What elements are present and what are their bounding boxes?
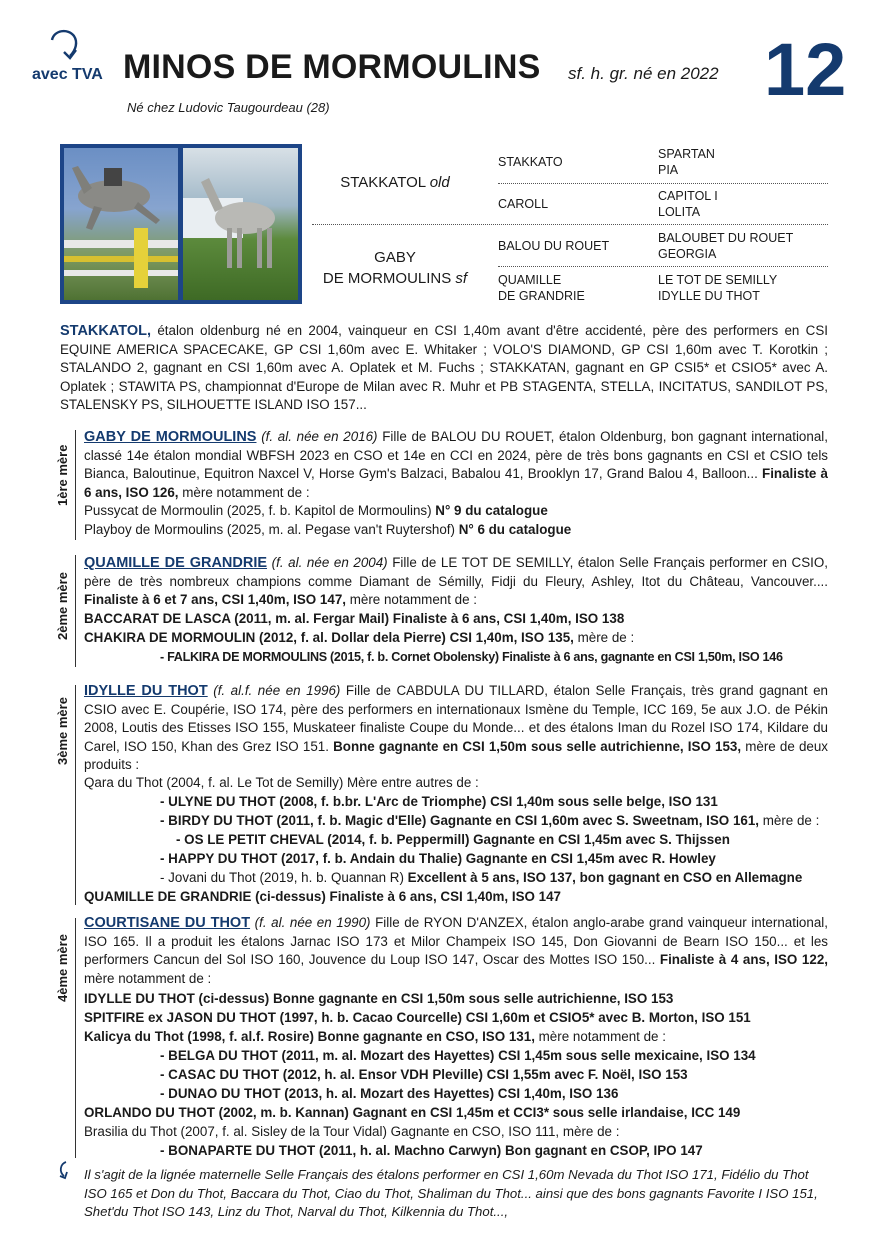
gen-bar: [75, 555, 76, 667]
mother3-produce-4: - OS LE PETIT CHEVAL (2014, f. b. Peppermill) Gagnante en CSI 1,45m avec S. Thijssen: [176, 832, 730, 847]
breeder-line: Né chez Ludovic Taugourdeau (28): [127, 100, 330, 115]
pedigree-ds: BALOU DU ROUET: [498, 239, 610, 253]
mother4-produce-6: - DUNAO DU THOT (2013, h. al. Mozart des Hayettes) CSI 1,40m, ISO 136: [160, 1086, 619, 1101]
lot-number: 12: [764, 28, 847, 111]
mother2-text: QUAMILLE DE GRANDRIE (f. al. née en 2004) Fille de LE TOT DE SEMILLY, étalon Selle Français performer en CSIO, père de très nombreux champions comme Diamant de Sémilly, Fidji du Fleury, Ashley, Itot du Château, Vancouver.... Finaliste à 6 et 7 ans, CSI 1,40m, ISO 147, mère notamment de :: [84, 555, 828, 607]
mother4-text: COURTISANE DU THOT (f. al. née en 1990) Fille de RYON D'ANZEX, étalon anglo-arabe grand vainqueur international, ISO 165. Il a produit les étalons Jarnac ISO 173 et Milor Champeix ISO 145, Don Giovanni de Bearn ISO 150... et les performers Cancun del Sol ISO 160, Jouvence du Loup ISO 147, Oscar des Mottes ISO 150... Finaliste à 4 ans, ISO 122, mère notamment de :: [84, 915, 828, 986]
mother4-produce-7: ORLANDO DU THOT (2002, m. b. Kannan) Gagnant en CSI 1,45m et CCI3* sous selle irlandaise, ICC 149: [84, 1105, 741, 1120]
pedigree-dds-ddd: LE TOT DE SEMILLY IDYLLE DU THOT: [658, 273, 778, 303]
pedigree-divider: [498, 266, 828, 267]
pedigree-divider: [498, 183, 828, 184]
mother2-produce-1: BACCARAT DE LASCA (2011, m. al. Fergar Mail) Finaliste à 6 ans, CSI 1,40m, ISO 138: [84, 611, 625, 626]
pedigree-ss: STAKKATO: [498, 155, 563, 169]
pedigree-divider: [312, 224, 828, 225]
pedigree-sd: CAROLL: [498, 197, 549, 211]
footer-note: Il s'agit de la lignée maternelle Selle Français des étalons performer en CSI 1,60m Nevada du Thot ISO 171, Fidélio du Thot ISO 165 et Don du Thot, Baccara du Thot, Ciao du Thot, Shaliman du Thot... ainsi que des bons gagnants Favorite I ISO 151, Shet'du Thot ISO 143, Linz du Thot, Narval du Thot, Kilkennia du Thot...,: [84, 1167, 818, 1219]
gen-label-4: 4ème mère: [55, 934, 70, 1002]
mother3-produce-3: - BIRDY DU THOT (2011, f. b. Magic d'Elle) Gagnante en CSI 1,60m avec S. Sweetnam, ISO 161, mère de :: [160, 813, 820, 828]
pedigree-dss-dsd: BALOUBET DU ROUET GEORGIA: [658, 231, 794, 261]
gen-bar: [75, 918, 76, 1158]
mother4-produce-2: SPITFIRE ex JASON DU THOT (1997, h. b. Cacao Courcelle) CSI 1,60m et CSIO5* avec B. Morton, ISO 151: [84, 1010, 751, 1025]
mother4-produce-1: IDYLLE DU THOT (ci-dessus) Bonne gagnante en CSI 1,50m sous selle autrichienne, ISO 153: [84, 991, 674, 1006]
pedigree-dam: GABY DE MORMOULINS sf: [322, 249, 468, 287]
mother1-produce-1: Pussycat de Mormoulin (2025, f. b. Kapitol de Mormoulins) N° 9 du catalogue: [84, 503, 548, 518]
mother3-produce-7: QUAMILLE DE GRANDRIE (ci-dessus) Finaliste à 6 ans, CSI 1,40m, ISO 147: [84, 889, 561, 904]
pedigree-sire: STAKKATOL old: [340, 174, 450, 191]
mother3-produce-1: Qara du Thot (2004, f. al. Le Tot de Semilly) Mère entre autres de :: [84, 775, 479, 790]
gen-bar: [75, 685, 76, 905]
mother2-produce-3: - FALKIRA DE MORMOULINS (2015, f. b. Cornet Obolensky) Finaliste à 6 ans, gagnante en CSI 1,50m, ISO 146: [160, 650, 783, 664]
curved-arrow-icon: [48, 26, 88, 66]
mother1-produce-2: Playboy de Mormoulins (2025, m. al. Pegase van't Ruytershof) N° 6 du catalogue: [84, 522, 572, 537]
mother3-produce-6: - Jovani du Thot (2019, h. b. Quannan R) Excellent à 5 ans, ISO 137, bon gagnant en CSO en Allemagne: [160, 870, 803, 885]
mother4-produce-8: Brasilia du Thot (2007, f. al. Sisley de la Tour Vidal) Gagnante en CSO, ISO 111, mère de :: [84, 1124, 620, 1139]
mother4-produce-5: - CASAC DU THOT (2012, h. al. Ensor VDH Pleville) CSI 1,55m avec F. Noël, ISO 153: [160, 1067, 688, 1082]
gen-label-2: 2ème mère: [55, 572, 70, 640]
mother4-produce-9: - BONAPARTE DU THOT (2011, h. al. Machno Carwyn) Bon gagnant en CSOP, IPO 147: [160, 1143, 703, 1158]
gen-label-1: 1ère mère: [55, 444, 70, 506]
mother2-produce-2: CHAKIRA DE MORMOULIN (2012, f. al. Dollar dela Pierre) CSI 1,40m, ISO 135, mère de :: [84, 630, 635, 645]
pedigree-sds-sdd: CAPITOL I LOLITA: [658, 189, 718, 219]
mother3-text: IDYLLE DU THOT (f. al.f. née en 1996) Fille de CABDULA DU TILLARD, étalon Selle Français, très grand gagnant en CSIO avec E. Coupérie, ISO 174, père des performers en internationaux Ismène du Temple, ICC 169, 5e aux J.O. de Pékin 2008, Loutis des Etisses ISO 155, Muskateer finaliste Coupe du Monde... et des étalons Iman du Rozel ISO 174, Kildare du Carel, ISO 150, Khan des Grez ISO 151. Bonne gagnante en CSI 1,50m sous selle autrichienne, ISO 153, mère de deux produits :: [84, 683, 828, 772]
jumping-horse-photo: [64, 148, 178, 300]
gen-label-3: 3ème mère: [55, 697, 70, 765]
mother3-produce-2: - ULYNE DU THOT (2008, f. b.br. L'Arc de Triomphe) CSI 1,40m sous selle belge, ISO 131: [160, 794, 718, 809]
sire-section: STAKKATOL, étalon oldenburg né en 2004, vainqueur en CSI 1,40m avant d'être accidenté, père des performers en CSI EQUINE AMERICA SPACECAKE, GP CSI 1,60m avec E. Whitaker ; VOLO'S DIAMOND, GP CSI 1,60m avec T. Korotkin ; STALANDO 2, gagnant en CSI 1,60m avec A. Oplatek et M. Fuchs ; STAKKATAN, gagnant en GP CSI5* et CSIO5* avec A. Oplatek ; STAWITA PS, championnat d'Europe de Milan avec R. Muhr et PB STAGENTA, STELLA, INCITATUS, SANDILOT PS, STALENSKY PS, SILHOUETTE ISLAND ISO 157...: [60, 323, 828, 412]
pedigree-sss-ssd: SPARTAN PIA: [658, 147, 715, 177]
mother4-produce-3: Kalicya du Thot (1998, f. al.f. Rosire) Bonne gagnante en CSO, ISO 131, mère notamment de :: [84, 1029, 666, 1044]
gen-bar: [75, 430, 76, 540]
horse-name: MINOS DE MORMOULINS: [123, 48, 541, 86]
pedigree-dd: QUAMILLE DE GRANDRIE: [498, 273, 585, 303]
standing-horse-photo: [183, 148, 298, 300]
mother1-text: GABY DE MORMOULINS (f. al. née en 2016) Fille de BALOU DU ROUET, étalon Oldenburg, bon gagnant international, classé 14e étalon mondial WBFSH 2023 en CSO et 14e en CCI en 2024, père de très bons gagnants en CSI et CSIO tels Bianca, Baloutinue, Equitron Naxcel V, Horse Gym's Balzaci, Babalou 41, Brooklyn 17, Grand Balou 4, Balloon... Finaliste à 6 ans, ISO 126, mère notamment de :: [84, 429, 828, 500]
horse-details: sf. h. gr. né en 2022: [568, 64, 719, 83]
photo-frame: [60, 144, 302, 304]
mother4-produce-4: - BELGA DU THOT (2011, m. al. Mozart des Hayettes) CSI 1,45m sous selle mexicaine, ISO 134: [160, 1048, 756, 1063]
vat-label: avec TVA: [32, 66, 103, 83]
mother3-produce-5: - HAPPY DU THOT (2017, f. b. Andain du Thalie) Gagnante en CSI 1,45m avec R. Howley: [160, 851, 716, 866]
curved-arrow-icon: [56, 1160, 78, 1182]
